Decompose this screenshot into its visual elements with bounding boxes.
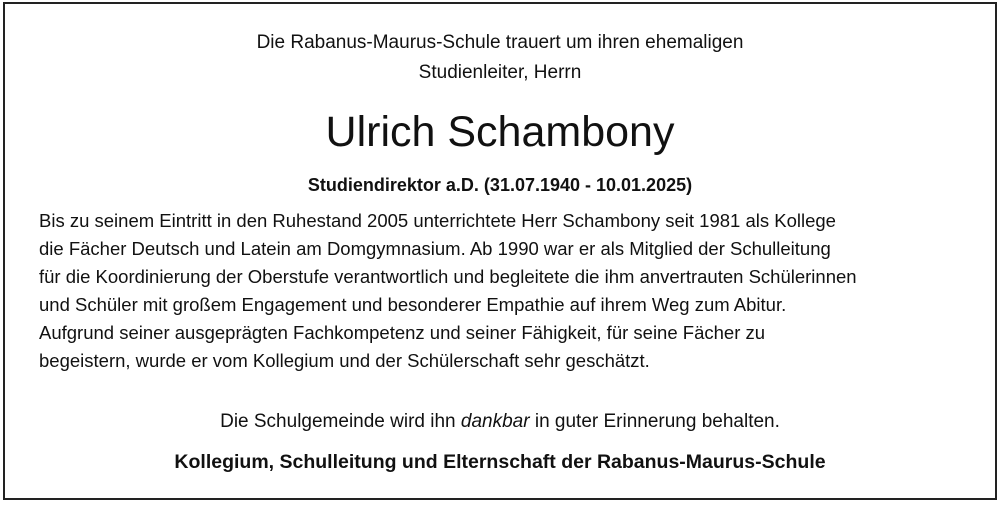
tribute-line-2: die Fächer Deutsch und Latein am Domgymnasium. Ab 1990 war er als Mitglied der Schulleitung bbox=[39, 238, 831, 259]
tribute-line-6: begeistern, wurde er vom Kollegium und der Schülerschaft sehr geschätzt. bbox=[39, 350, 650, 371]
intro-text bbox=[5, 28, 995, 88]
remembrance-after: in guter Erinnerung behalten. bbox=[529, 411, 780, 432]
signature-line: Kollegium, Schulleitung und Elternschaft der Rabanus-Maurus-Schule bbox=[174, 451, 826, 473]
deceased-name: Ulrich Schambony bbox=[325, 108, 675, 156]
intro-line-1: Die Rabanus-Maurus-Schule trauert um ihren ehemaligen bbox=[256, 32, 744, 53]
tribute-line-5: Aufgrund seiner ausgeprägten Fachkompetenz und seiner Fähigkeit, für seine Fächer zu bbox=[39, 322, 766, 343]
intro-line-2: Studienleiter, Herrn bbox=[418, 62, 582, 83]
tribute-line-1: Bis zu seinem Eintritt in den Ruhestand 2005 unterrichtete Herr Schambony seit 1981 als Kollege bbox=[39, 210, 836, 231]
remembrance-before: Die Schulgemeinde wird ihn bbox=[220, 411, 461, 432]
tribute-line-3: für die Koordinierung der Oberstufe verantwortlich und begleitete die ihm anvertrauten Schülerinnen bbox=[39, 266, 857, 287]
deceased-title-dates: Studiendirektor a.D. (31.07.1940 - 10.01.2025) bbox=[307, 175, 693, 195]
remembrance-emphasis: dankbar bbox=[460, 411, 530, 432]
remembrance-line bbox=[5, 408, 995, 436]
tribute-line-4: und Schüler mit großem Engagement und besonderer Empathie auf ihrem Weg zum Abitur. bbox=[39, 294, 787, 315]
obituary-notice bbox=[3, 2, 997, 500]
tribute-paragraph bbox=[39, 207, 985, 375]
